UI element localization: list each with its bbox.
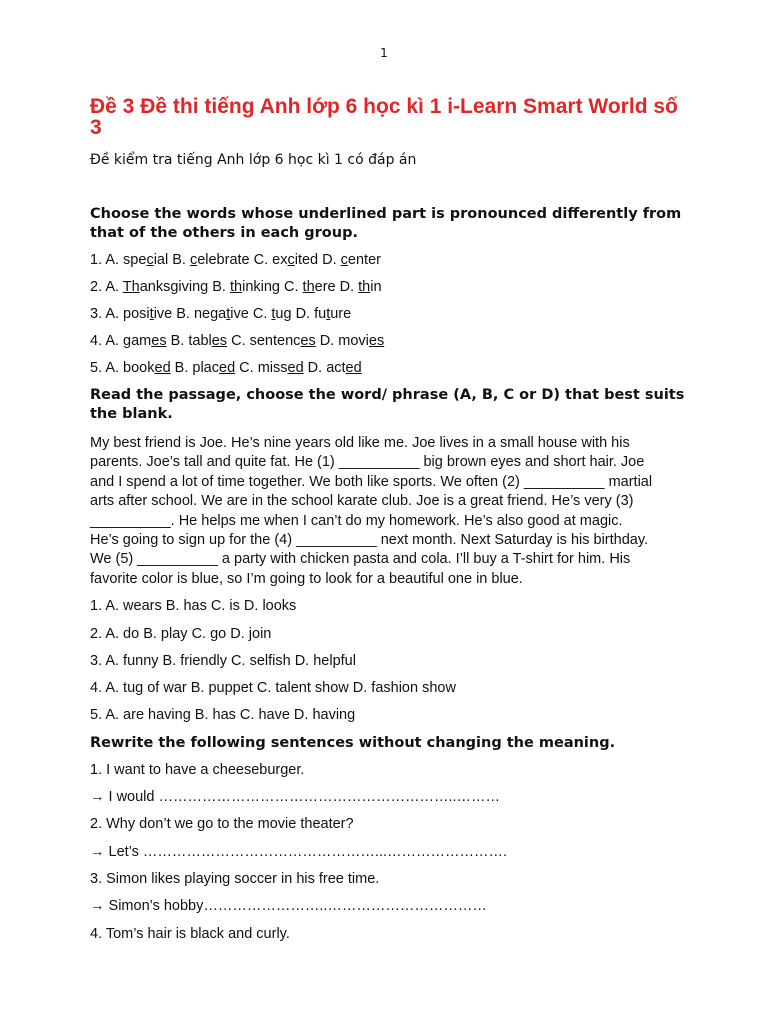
question-text: inking C.: [242, 279, 303, 295]
question-text: in: [370, 279, 382, 295]
question-text: ive B. nega: [153, 306, 227, 322]
passage-line: __________. He helps me when I can’t do my homework. He’s also good at magic.: [90, 512, 623, 529]
section-heading: Rewrite the following sentences without changing the meaning.: [90, 734, 616, 751]
underlined-sound: ed: [219, 360, 236, 376]
page-title: Đề 3 Đề thi tiếng Anh lớp 6 học kì 1 i-Learn Smart World số 3: [90, 95, 678, 139]
question-item: 1. A. wears B. has C. is D. looks: [90, 598, 297, 615]
question-text: ited D.: [294, 252, 341, 268]
passage-line: He’s going to sign up for the (4) __________ next month. Next Saturday is his birthday.: [90, 532, 649, 549]
question-item: 5. A. are having B. has C. have D. having: [90, 707, 356, 724]
question-item: 1. I want to have a cheeseburger.: [90, 761, 305, 778]
reading-passage: [90, 434, 690, 589]
question-text: B. tabl: [166, 333, 212, 349]
question-item: 3. A. funny B. friendly C. selfish D. helpful: [90, 652, 356, 669]
question-item: 3. Simon likes playing soccer in his free time.: [90, 870, 380, 887]
question-text: ial B.: [153, 252, 190, 268]
underlined-sound: ed: [345, 360, 362, 376]
page-number: 1: [380, 46, 388, 60]
section-heading: Choose the words whose underlined part is pronounced differently from that of the others in each group.: [90, 206, 682, 241]
page-subtitle: Đề kiểm tra tiếng Anh lớp 6 học kì 1 có đáp án: [90, 152, 417, 168]
question-text: enter: [347, 252, 381, 268]
question-text: D. act: [303, 360, 346, 376]
question-item: 4. A. tug of war B. puppet C. talent show D. fashion show: [90, 680, 456, 697]
question-item: 2. A. do B. play C. go D. join: [90, 625, 272, 642]
underlined-sound: c: [146, 252, 154, 268]
underlined-sound: es: [211, 333, 228, 349]
question-text: 2. A.: [90, 279, 123, 295]
question-text: ere D.: [314, 279, 359, 295]
passage-line: My best friend is Joe. He’s nine years old like me. Joe lives in a small house with his: [90, 435, 630, 451]
question-list: [90, 761, 690, 944]
underlined-sound: th: [358, 279, 371, 295]
question-text: C. sentenc: [227, 333, 301, 349]
question-item: → Simon’s hobby……………………..……………………………: [90, 898, 487, 915]
passage-line: arts after school. We are in the school karate club. Joe is a great friend. He’s very (3): [90, 493, 634, 510]
underlined-sound: es: [300, 333, 316, 349]
underlined-sound: ed: [287, 360, 304, 376]
section-rewrite: [90, 734, 690, 944]
question-item: [90, 305, 690, 324]
section-pronunciation: [90, 205, 690, 378]
underlined-sound: ed: [154, 360, 171, 376]
question-item: 2. Why don’t we go to the movie theater?: [90, 816, 354, 833]
question-item: → I would ……………………………………………………..………: [90, 789, 501, 806]
question-item: 4. Tom’s hair is black and curly.: [90, 925, 290, 942]
question-list: [90, 597, 690, 725]
question-text: ug D. fu: [275, 306, 327, 322]
underlined-sound: es: [151, 333, 167, 349]
question-item: → Let’s …………………………………………...…………………….: [90, 843, 508, 860]
question-text: anksgiving B.: [139, 279, 230, 295]
question-item: [90, 278, 690, 297]
underlined-sound: th: [302, 279, 315, 295]
section-heading: Read the passage, choose the word/ phrase (A, B, C or D) that best suits the blank.: [90, 387, 685, 422]
document-body: [90, 96, 690, 952]
passage-line: parents. Joe’s tall and quite fat. He (1) __________ big brown eyes and short hair. Joe: [90, 454, 645, 471]
question-text: 5. A. book: [90, 360, 155, 376]
question-text: 4. A. gam: [90, 333, 152, 349]
underlined-sound: t: [226, 306, 231, 322]
underlined-sound: c: [287, 252, 295, 268]
underlined-sound: es: [368, 333, 385, 349]
question-text: 3. A. posi: [90, 306, 150, 322]
question-text: 1. A. spe: [90, 252, 147, 268]
question-list: [90, 251, 690, 378]
question-text: elebrate C. ex: [197, 252, 288, 268]
question-item: [90, 251, 690, 270]
question-text: ive C.: [230, 306, 272, 322]
question-text: C. miss: [235, 360, 288, 376]
underlined-sound: th: [230, 279, 243, 295]
passage-line: and I spend a lot of time together. We both like sports. We often (2) __________ martial: [90, 473, 653, 490]
underlined-sound: c: [189, 252, 198, 268]
passage-line: We (5) __________ a party with chicken pasta and cola. I’ll buy a T-shirt for him. His: [90, 551, 631, 568]
underlined-sound: t: [271, 306, 276, 322]
underlined-sound: t: [326, 306, 331, 322]
underlined-sound: c: [340, 252, 348, 268]
passage-line: favorite color is blue, so I’m going to look for a beautiful one in blue.: [90, 570, 523, 587]
underlined-sound: Th: [122, 279, 140, 295]
question-text: ure: [330, 306, 352, 322]
question-item: [90, 359, 690, 378]
section-reading: [90, 386, 690, 725]
underlined-sound: t: [149, 306, 154, 322]
question-text: D. movi: [315, 333, 369, 349]
question-item: [90, 332, 690, 351]
question-text: B. plac: [170, 360, 219, 376]
